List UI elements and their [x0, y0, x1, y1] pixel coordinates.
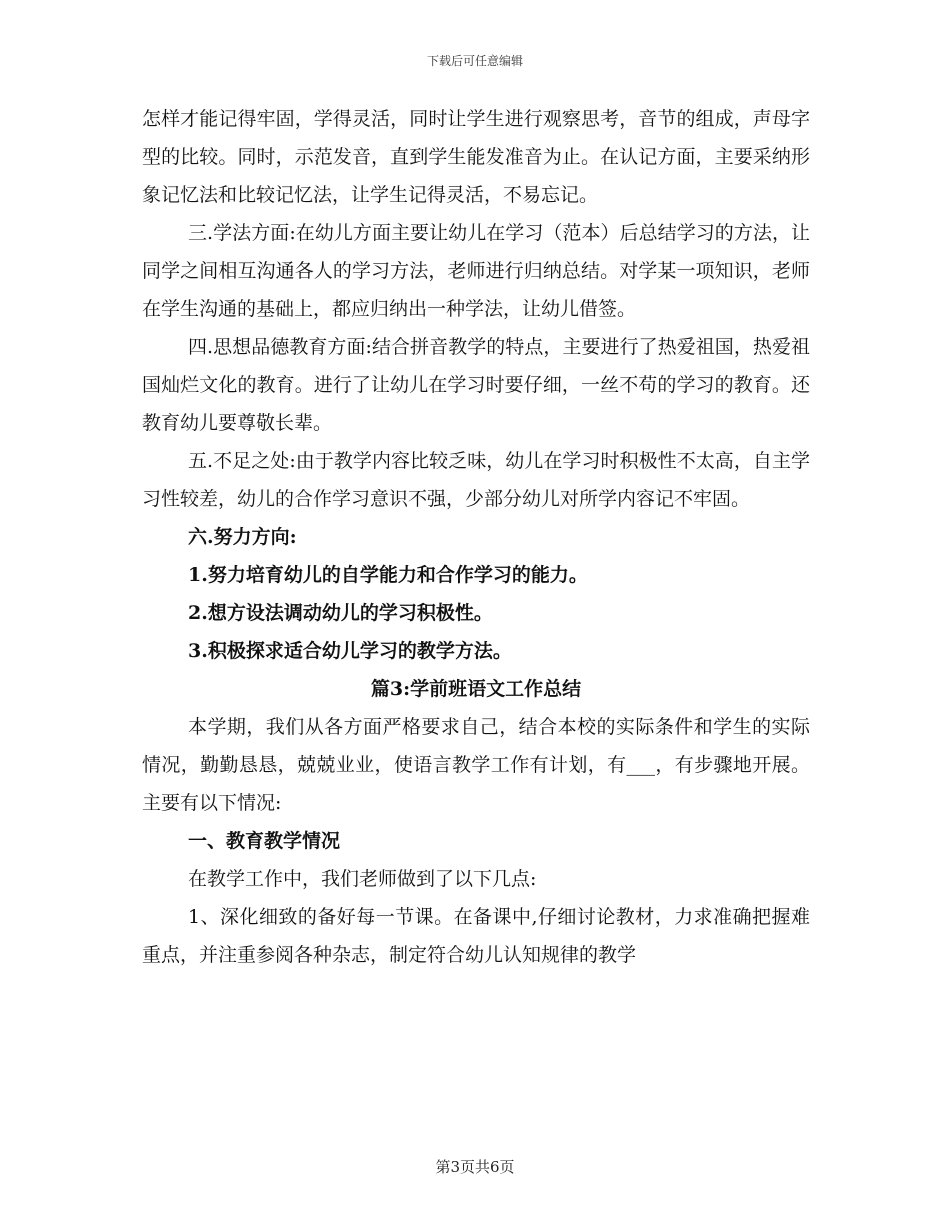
list-item-effort-3: 3.积极探求适合幼儿学习的教学方法。	[188, 640, 512, 662]
page-number: 第3页共6页	[435, 1158, 515, 1176]
list-item-effort-1: 1.努力培育幼儿的自学能力和合作学习的能力。	[188, 564, 588, 586]
list-item-effort-2: 2.想方设法调动幼儿的学习积极性。	[188, 602, 493, 624]
heading-teaching-situation: 一、教育教学情况	[188, 830, 341, 852]
heading-effort-direction: 六.努力方向:	[188, 526, 297, 548]
section-title: 篇3:学前班语文工作总结	[370, 678, 582, 700]
document-body	[142, 100, 810, 974]
page-header: 下载后可任意编辑	[426, 54, 523, 68]
paragraph-lesson-prep: 1、深化细致的备好每一节课。在备课中,仔细讨论教材，力求准确把握难重点，并注重参阅各种杂志，制定符合幼儿认知规律的教学	[142, 906, 810, 966]
paragraph-method-memory: 怎样才能记得牢固，学得灵活，同时让学生进行观察思考，音节的组成，声母字型的比较。同时，示范发音，直到学生能发准音为止。在认记方面，主要采纳形象记忆法和比较记忆法，让学生记得灵活，不易忘记。	[142, 108, 810, 206]
paragraph-moral-education: 四.思想品德教育方面:结合拼音教学的特点，主要进行了热爱祖国，热爱祖国灿烂文化的教育。进行了让幼儿在学习时要仔细，一丝不苟的学习的教育。还教育幼儿要尊敬长辈。	[142, 336, 810, 434]
paragraph-learning-method: 三.学法方面:在幼儿方面主要让幼儿在学习（范本）后总结学习的方法，让同学之间相互沟通各人的学习方法，老师进行归纳总结。对学某一项知识，老师在学生沟通的基础上，都应归纳出一种学法，让幼儿借签。	[142, 222, 810, 320]
paragraph-teaching-points: 在教学工作中，我们老师做到了以下几点:	[188, 868, 537, 890]
paragraph-shortcomings: 五.不足之处:由于教学内容比较乏味，幼儿在学习时积极性不太高，自主学习性较差，幼儿的合作学习意识不强，少部分幼儿对所学内容记不牢固。	[142, 450, 810, 510]
paragraph-intro: 本学期，我们从各方面严格要求自己，结合本校的实际条件和学生的实际情况，勤勤恳恳，兢兢业业，使语言教学工作有计划，有___，有步骤地开展。主要有以下情况:	[142, 716, 810, 814]
